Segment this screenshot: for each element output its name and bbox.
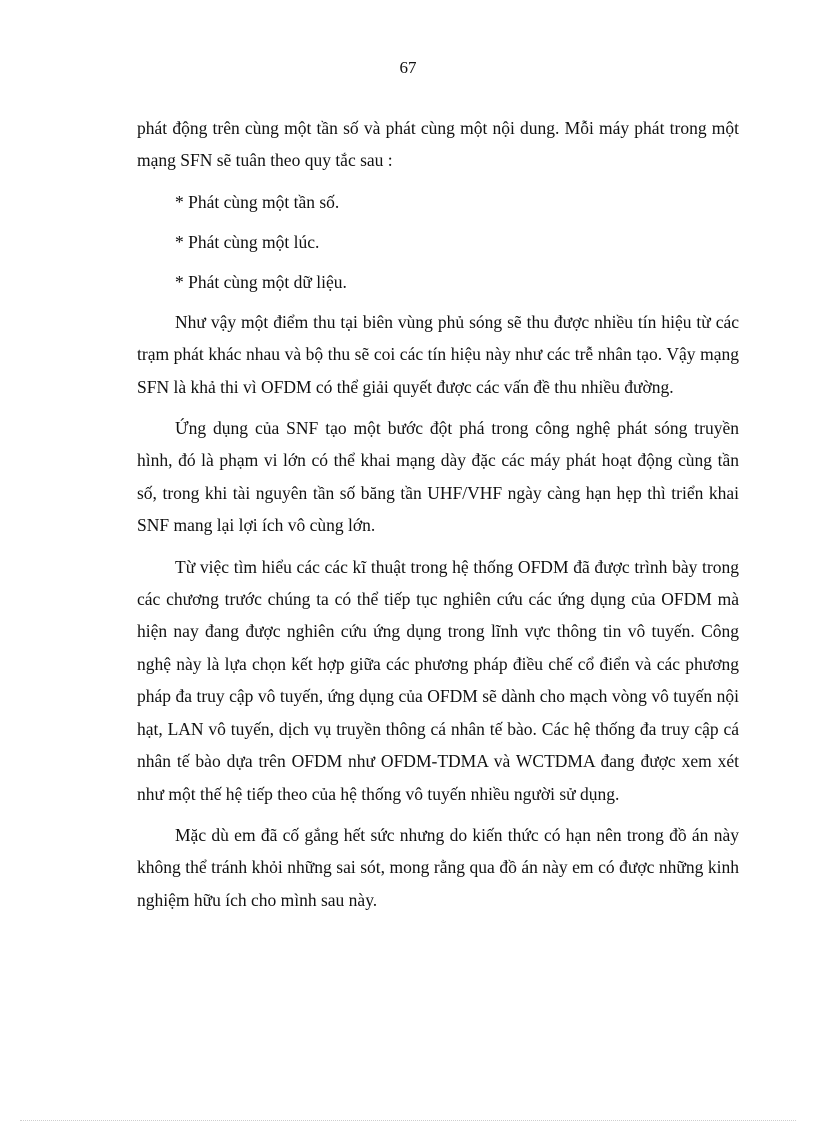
rule-item-same-frequency: * Phát cùng một tần số. <box>175 191 340 212</box>
paragraph-multipath: Như vậy một điểm thu tại biên vùng phủ sóng sẽ thu được nhiều tín hiệu từ các trạm phát khác nhau và bộ thu sẽ coi các tín hiệu này như các trễ nhân tạo. Vậy mạng SFN là khả thi vì OFDM có thể giải quyết được các vấn đề thu nhiều đường. <box>137 311 739 397</box>
rule-item-same-time: * Phát cùng một lúc. <box>175 231 320 252</box>
paragraph-conclusion: Mặc dù em đã cố gắng hết sức nhưng do kiến thức có hạn nên trong đồ án này không thể tránh khỏi những sai sót, mong rằng qua đồ án này em có được những kinh nghiệm hữu ích cho mình sau này. <box>137 824 739 910</box>
paragraph-snf-application: Ứng dụng của SNF tạo một bước đột phá trong công nghệ phát sóng truyền hình, đó là phạm vi lớn có thể khai mạng dày đặc các máy phát hoạt động cùng tần số, trong khi tài nguyên tần số băng tần UHF/VHF ngày càng hạn hẹp thì triển khai SNF mang lại lợi ích vô cùng lớn. <box>137 418 739 536</box>
paragraph-sfn-intro: phát động trên cùng một tần số và phát cùng một nội dung. Mỗi máy phát trong một mạng SFN sẽ tuân theo quy tắc sau : <box>137 118 739 171</box>
rule-item-same-data: * Phát cùng một dữ liệu. <box>175 271 347 292</box>
document-body <box>137 112 739 925</box>
page-bottom-divider <box>20 1120 796 1121</box>
page-number: 67 <box>399 58 417 77</box>
paragraph-ofdm-applications: Từ việc tìm hiểu các các kĩ thuật trong hệ thống OFDM đã được trình bày trong các chương trước chúng ta có thể tiếp tục nghiên cứu các ứng dụng của OFDM mà hiện nay đang được nghiên cứu ứng dụng trong lĩnh vực thông tin vô tuyến. Công nghệ này là lựa chọn kết hợp giữa các phương pháp điều chế cổ điển và các phương pháp đa truy cập vô tuyến, ứng dụng của OFDM sẽ dành cho mạch vòng vô tuyến nội hạt, LAN vô tuyến, dịch vụ truyền thông cá nhân tế bào. Các hệ thống đa truy cập cá nhân tế bào dựa trên OFDM như OFDM-TDMA và WCTDMA đang được xem xét như một thế hệ tiếp theo của hệ thống vô tuyến nhiều người sử dụng. <box>137 556 739 804</box>
